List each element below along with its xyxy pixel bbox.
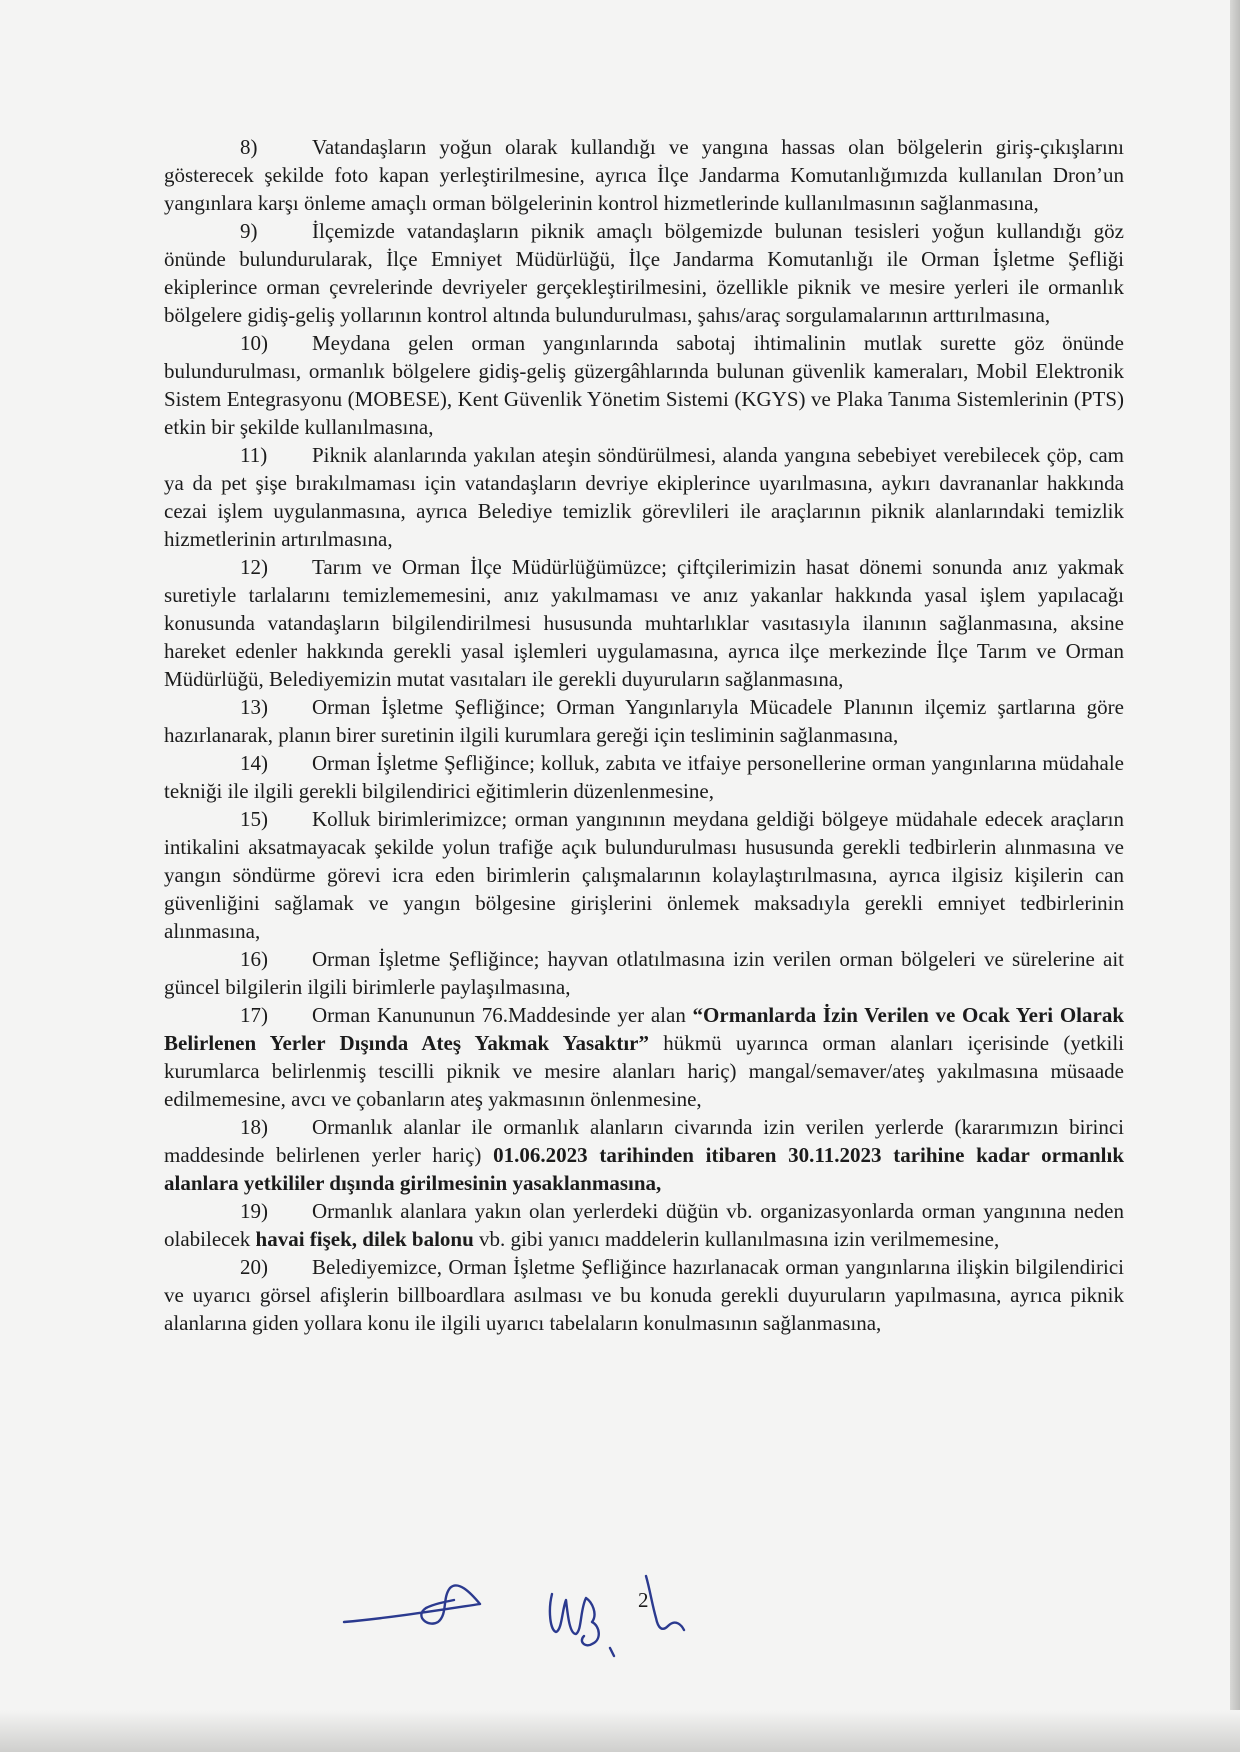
paragraph-text: Orman İşletme Şefliğince; hayvan otlatılmasına izin verilen orman bölgeleri ve sürelerine ait güncel bilgilerin ilgili birimlerle paylaşılmasına, [164,947,1124,999]
paragraph-10 [164,329,1124,441]
paragraph-text: Meydana gelen orman yangınlarında sabotaj ihtimalinin mutlak surette göz önünde bulundurulması, ormanlık bölgelere gidiş-geliş güzergâhlarında bulunan güvenlik kameraları, Mobil Elektronik Sistem Entegrasyonu (MOBESE), Kent Güvenlik Yönetim Sistemi (KGYS) ve Plaka Tanıma Sistemlerinin (PTS) etkin bir şekilde kullanılmasına, [164,331,1124,439]
item-number: 19) [240,1199,268,1223]
paragraph-15 [164,805,1124,945]
paragraph-19 [164,1197,1124,1253]
scan-edge-bottom [0,1710,1240,1752]
item-number: 10) [240,331,268,355]
paragraph-text-lead: Ormanlık alanlara yakın olan yerlerdeki düğün vb. organizasyonlarda orman yangınına neden olabilecek [164,1199,1124,1251]
scan-edge-right [1230,0,1240,1752]
item-number: 13) [240,695,268,719]
paragraph-20 [164,1253,1124,1337]
item-number: 14) [240,751,268,775]
page-number: 2 [638,1588,649,1612]
signature-left [344,1585,480,1623]
signature-middle [550,1594,614,1656]
paragraph-13 [164,693,1124,749]
paragraph-text-lead: Ormanlık alanlar ile ormanlık alanların civarında izin verilen yerlerde (kararımızın birinci maddesinde belirlenen yerler hariç) [164,1115,1124,1167]
paragraph-text-tail: vb. gibi yanıcı maddelerin kullanılmasına izin verilmemesine, [473,1227,1000,1251]
paragraph-8 [164,133,1124,217]
paragraph-text: Orman İşletme Şefliğince; kolluk, zabıta ve itfaiye personellerine orman yangınlarına müdahale tekniği ile ilgili gerekli bilgilendirici eğitimlerin düzenlenmesine, [164,751,1124,803]
item-number: 16) [240,947,268,971]
paragraph-text: Belediyemizce, Orman İşletme Şefliğince hazırlanacak orman yangınlarına ilişkin bilgilendirici ve uyarıcı görsel afişlerin billboardlara asılması ve bu konuda gerekli duyuruların yapılmasına, ayrıca piknik alanlarına giden yollara konu ile ilgili uyarıcı tabelaların konulmasının sağlanmasına, [164,1255,1124,1335]
paragraph-16 [164,945,1124,1001]
item-number: 20) [240,1255,268,1279]
paragraph-bold-dates: 01.06.2023 tarihinden itibaren 30.11.2023 tarihine kadar ormanlık alanlara yetkililer dışında girilmesinin yasaklanmasına, [164,1143,1125,1195]
paragraph-14 [164,749,1124,805]
item-number: 12) [240,555,268,579]
item-number: 18) [240,1115,268,1139]
paragraph-12 [164,553,1124,693]
paragraph-17 [164,1001,1124,1113]
paragraph-text: Vatandaşların yoğun olarak kullandığı ve yangına hassas olan bölgelerin giriş-çıkışlarını gösterecek şekilde foto kapan yerleştirilmesine, ayrıca İlçe Jandarma Komutanlığımızda kullanılan Dron’un yangınlara karşı önleme amaçlı orman bölgelerinin kontrol hizmetlerinde kullanılmasının sağlanmasına, [164,135,1124,215]
item-number: 9) [240,219,258,243]
paragraph-9 [164,217,1124,329]
paragraph-text: İlçemizde vatandaşların piknik amaçlı bölgemizde bulunan tesisleri yoğun kullandığı göz önünde bulundurularak, İlçe Emniyet Müdürlüğü, İlçe Jandarma Komutanlığı ile Orman İşletme Şefliği ekiplerince orman çevrelerinde devriyeler gerçekleştirilmesini, özellikle piknik ve mesire yerleri ile ormanlık bölgelere gidiş-geliş yollarının kontrol altında bulundurulması, şahıs/araç sorgulamalarının arttırılmasına, [164,219,1124,327]
item-number: 15) [240,807,268,831]
item-number: 11) [240,443,268,467]
document-body [164,133,1124,1337]
paragraph-text: Kolluk birimlerimizce; orman yangınının meydana geldiği bölgeye müdahale edecek araçların intikalini aksatmayacak şekilde yolun trafiğe açık bulundurulması hususunda gerekli tedbirlerin alınmasına ve yangın söndürme görevi icra eden birimlerin çalışmalarının kolaylaştırılmasına, ayrıca ilgisiz kişilerin can güvenliğini sağlamak ve yangın bölgesine girişlerini önlemek maksadıyla gerekli emniyet tedbirlerinin alınmasına, [164,807,1124,943]
paragraph-text-tail: hükmü uyarınca orman alanları içerisinde (yetkili kurumlarca belirlenmiş tescilli piknik ve mesire alanları hariç) mangal/semaver/ateş yakılmasına müsaade edilmemesine, avcı ve çobanların ateş yakmasının önlenmesine, [164,1031,1125,1111]
paragraph-18 [164,1113,1124,1197]
paragraph-bold-quote: “Ormanlarda İzin Verilen ve Ocak Yeri Olarak Belirlenen Yerler Dışında Ateş Yakmak Yasaktır” [164,1003,1125,1055]
paragraph-text: Piknik alanlarında yakılan ateşin söndürülmesi, alanda yangına sebebiyet verebilecek çöp, cam ya da pet şişe bırakılmaması için vatandaşların devriye ekiplerince uyarılmasına, aykırı davrananlar hakkında cezai işlem uygulanmasına, ayrıca Belediye temizlik görevlileri ile araçlarının piknik alanlarındaki temizlik hizmetlerinin artırılmasına, [164,443,1124,551]
paragraph-text: Tarım ve Orman İlçe Müdürlüğümüzce; çiftçilerimizin hasat dönemi sonunda anız yakmak suretiyle tarlalarını temizlememesini, anız yakılmaması ve anız yakanlar hakkında yasal işlem yapılacağı konusunda vatandaşların bilgilendirilmesi hususunda muhtarlıklar vasıtasıyla ilanının sağlanmasına, aksine hareket edenler hakkında gerekli yasal işlemleri uygulamasına, ayrıca ilçe merkezinde İlçe Tarım ve Orman Müdürlüğü, Belediyemizin mutat vasıtaları ile gerekli duyuruların sağlanmasına, [164,555,1124,691]
paragraph-11 [164,441,1124,553]
paragraph-bold-fireworks: havai fişek, dilek balonu [255,1227,474,1251]
signature-right [646,1576,684,1630]
paragraph-text: Orman İşletme Şefliğince; Orman Yangınlarıyla Mücadele Planının ilçemiz şartlarına göre hazırlanarak, planın birer suretinin ilgili kurumlara gereği için tesliminin sağlanmasına, [164,695,1124,747]
item-number: 17) [240,1003,268,1027]
item-number: 8) [240,135,258,159]
signatures [330,1570,810,1690]
paragraph-text-lead: Orman Kanununun 76.Maddesinde yer alan [312,1003,693,1027]
